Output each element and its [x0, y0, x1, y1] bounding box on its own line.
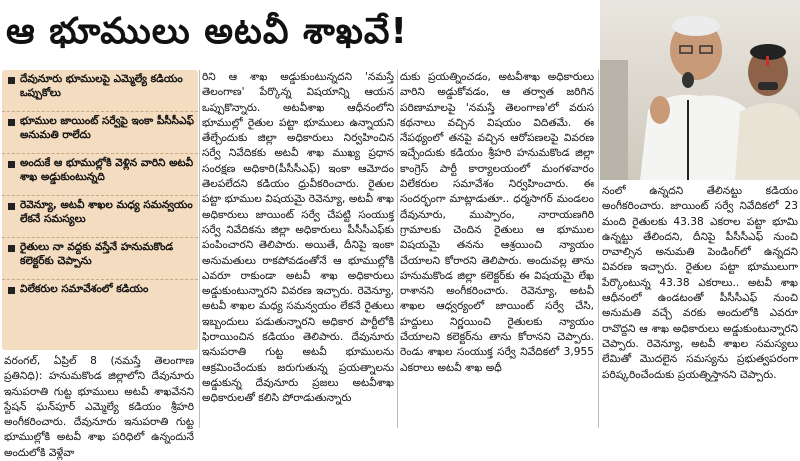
bullet-icon: [8, 77, 15, 84]
bullet-icon: [8, 245, 15, 252]
highlight-item: [2, 154, 198, 196]
highlight-item: [2, 70, 198, 112]
press-conference-photo: [600, 0, 800, 180]
bullet-icon: [8, 161, 15, 168]
bullet-icon: [8, 119, 15, 126]
highlight-item: [2, 238, 198, 280]
highlight-text: విలేకరుల సమావేశంలో కడియం: [20, 283, 149, 295]
highlights-box: [2, 70, 198, 350]
highlight-text: అందుకే ఆ భూముల్లోకి వెళ్లిన వారిని అటవీ శాఖ అడ్డుకుంటున్నది: [20, 157, 194, 183]
column-divider: [397, 70, 398, 428]
bullet-icon: [8, 203, 15, 210]
highlight-item: [2, 196, 198, 238]
headline: ఆ భూములు అటవీ శాఖవే!: [6, 11, 408, 52]
column-divider: [199, 70, 200, 428]
highlight-text: భూముల జాయింట్ సర్వేపై ఇంకా పీసీసీఎఫ్ అనుమతి రాలేదు: [20, 115, 194, 141]
news-photo: [600, 0, 800, 180]
highlight-text: దేవునూరు భూములపై ఎమ్మెల్యే కడియం ఒప్పుకోలు: [20, 73, 183, 99]
column-divider: [598, 70, 599, 428]
highlight-text: రెవెన్యూ, అటవీ శాఖల మధ్య సమన్వయం లేకనే సమస్యలు: [20, 199, 193, 225]
article-column-3: దుకు ప్రయత్నించడం, అటవీశాఖ అధికారులు వారిని అడ్డుకోవడం, ఆ తర్వాత జరిగిన పరిణామాలపై 'నమస్తే తెలంగాణ'లో వరుస కథనాలు వచ్చిన విషయం విదితమే. ఈ నేపథ్యంలో తనపై వచ్చిన ఆరోపణలపై వివరణ ఇచ్చేందుకు కడియం శ్రీహరి హనుమకొండ జిల్లా కాంగ్రెస్ పార్టీ కార్యాలయంలో మంగళవారం విలేకరుల సమావేశం నిర్వహించారు. ఈ సందర్భంగా మాట్లాడుతూ.. ధర్మసాగర్ మండలం దేవునూరు, ముప్పారం, నారాయణగిరి గ్రామాలకు చెందిన రైతులు ఆ భూముల విషయమై తనను ఆశ్రయించి న్యాయం చేయాలని కోరారని తెలిపారు. అందువల్ల తాను హనుమకొండ జిల్లా కలెక్టర్‌కు ఈ విషయమై లేఖ రాశానని అంగీకరించారు. రెవెన్యూ, అటవీ శాఖల ఆధ్వర్యంలో జాయింట్ సర్వే చేసి, హద్దులు నిర్ణయించి రైతులకు న్యాయం చేయాలని కలెక్టర్‌ను తాను కోరానని చెప్పారు. రెండు శాఖల సంయుక్త సర్వే నివేదికలో 3,955 ఎకరాలు అటవీ శాఖ అధీ: [400, 71, 594, 374]
highlight-item: [2, 280, 198, 322]
article-column-4: నంలో ఉన్నదని తేలినట్టు కడియం అంగీకరించారు. జాయింట్ సర్వే నివేదికలో 23 మంది రైతులకు 43.38 ఎకరాల పట్టా భూమి ఉన్నట్టు తేలిందని, దీనిపై పీసీసీఎఫ్ నుంచి రావాల్సిన అనుమతి పెండింగ్‌లో ఉన్నదని వివరణ ఇచ్చారు. రైతుల పట్టా భూములుగా పేర్కొంటున్న 43.38 ఎకరాలు.. అటవీ శాఖ ఆధీనంలో ఉండటంతో పీసీసీఎఫ్ నుంచి అనుమతి వచ్చే వరకు అందులోకి ఎవరూ రావొద్దని ఆ శాఖ అధికారులు అడ్డుకుంటున్నారని చెప్పారు. రెవెన్యూ, అటవీ శాఖల సమస్యలు లేమితో మొదలైన సమస్యను ప్రభుత్వపరంగా పరిష్కరించేందుకు ప్రయత్నిస్తానని చెప్పారు.: [602, 185, 798, 381]
highlight-text: రైతులు నా వద్దకు వస్తేనే హనుమకొండ కలెక్టర్‌కు చెప్పాను: [20, 241, 174, 267]
bullet-icon: [8, 287, 15, 294]
highlight-item: [2, 112, 198, 154]
article-column-1: వరంగల్, ఏప్రిల్ 8 (నమస్తే తెలంగాణ ప్రతినిధి): హనుమకొండ జిల్లాలోని దేవునూరు ఇనుపరాతి గుట్ట భూములు అటవీ శాఖవేనని స్టేషన్ ఘన్‌పూర్ ఎమ్మెల్యే కడియం శ్రీహరి అంగీకరించారు. దేవునూరు ఇనుపరాతి గుట్ట భూముల్లోకి అటవీ శాఖ పరిధిలో ఉన్నందునే అందులోకి వెళ్లేవా: [4, 355, 194, 459]
article-column-2: రిని ఆ శాఖ అడ్డుకుంటున్నదని 'నమస్తే తెలంగాణ' పేర్కొన్న విషయాన్ని ఆయన ఒప్పుకొన్నారు. అటవీశాఖ ఆధీనంలోని భూముల్లో రైతుల పట్టా భూములు ఉన్నాయని తేల్చేందుకు జిల్లా అధికారులు నిర్వహించిన సర్వే నివేదికకు అటవీ శాఖ ముఖ్య ప్రధాన సంరక్షణ అధికారి(పీసీసీఎఫ్) ఇంకా ఆమోదం తెలపలేదని కడియం ధ్రువీకరించారు. రైతుల పట్టా భూముల విషయమై రెవెన్యూ, అటవీ శాఖ అధికారులు జాయింట్ సర్వే చేపట్టి సంయుక్త సర్వే నివేదికను జిల్లా అధికారులు పీసీసీఎఫ్‌కు పంపించారని తెలిపారు. అయితే, దీనిపై ఇంకా అనుమతులు రాకపోవడంతోనే ఆ భూముల్లోకి ఎవరూ రాకుండా అటవీ శాఖ అధికారులు అడ్డుకుంటున్నారని వివరణ ఇచ్చారు. రెవెన్యూ, అటవీ శాఖల మధ్య సమన్వయం లేకనే రైతులు ఇబ్బందులు పడుతున్నారని అధికార పార్టీలోకి ఫిరాయించిన కడియం తెలిపారు. దేవునూరు ఇనుపరాతి గుట్ట అటవీ భూములను ఆక్రమించేందుకు జరుగుతున్న ప్రయత్నాలను అడ్డుకున్న దేవునూరు ప్రజలు అటవీశాఖ అధికారులతో కలిసి పోరాడుతున్నారు: [202, 71, 394, 405]
